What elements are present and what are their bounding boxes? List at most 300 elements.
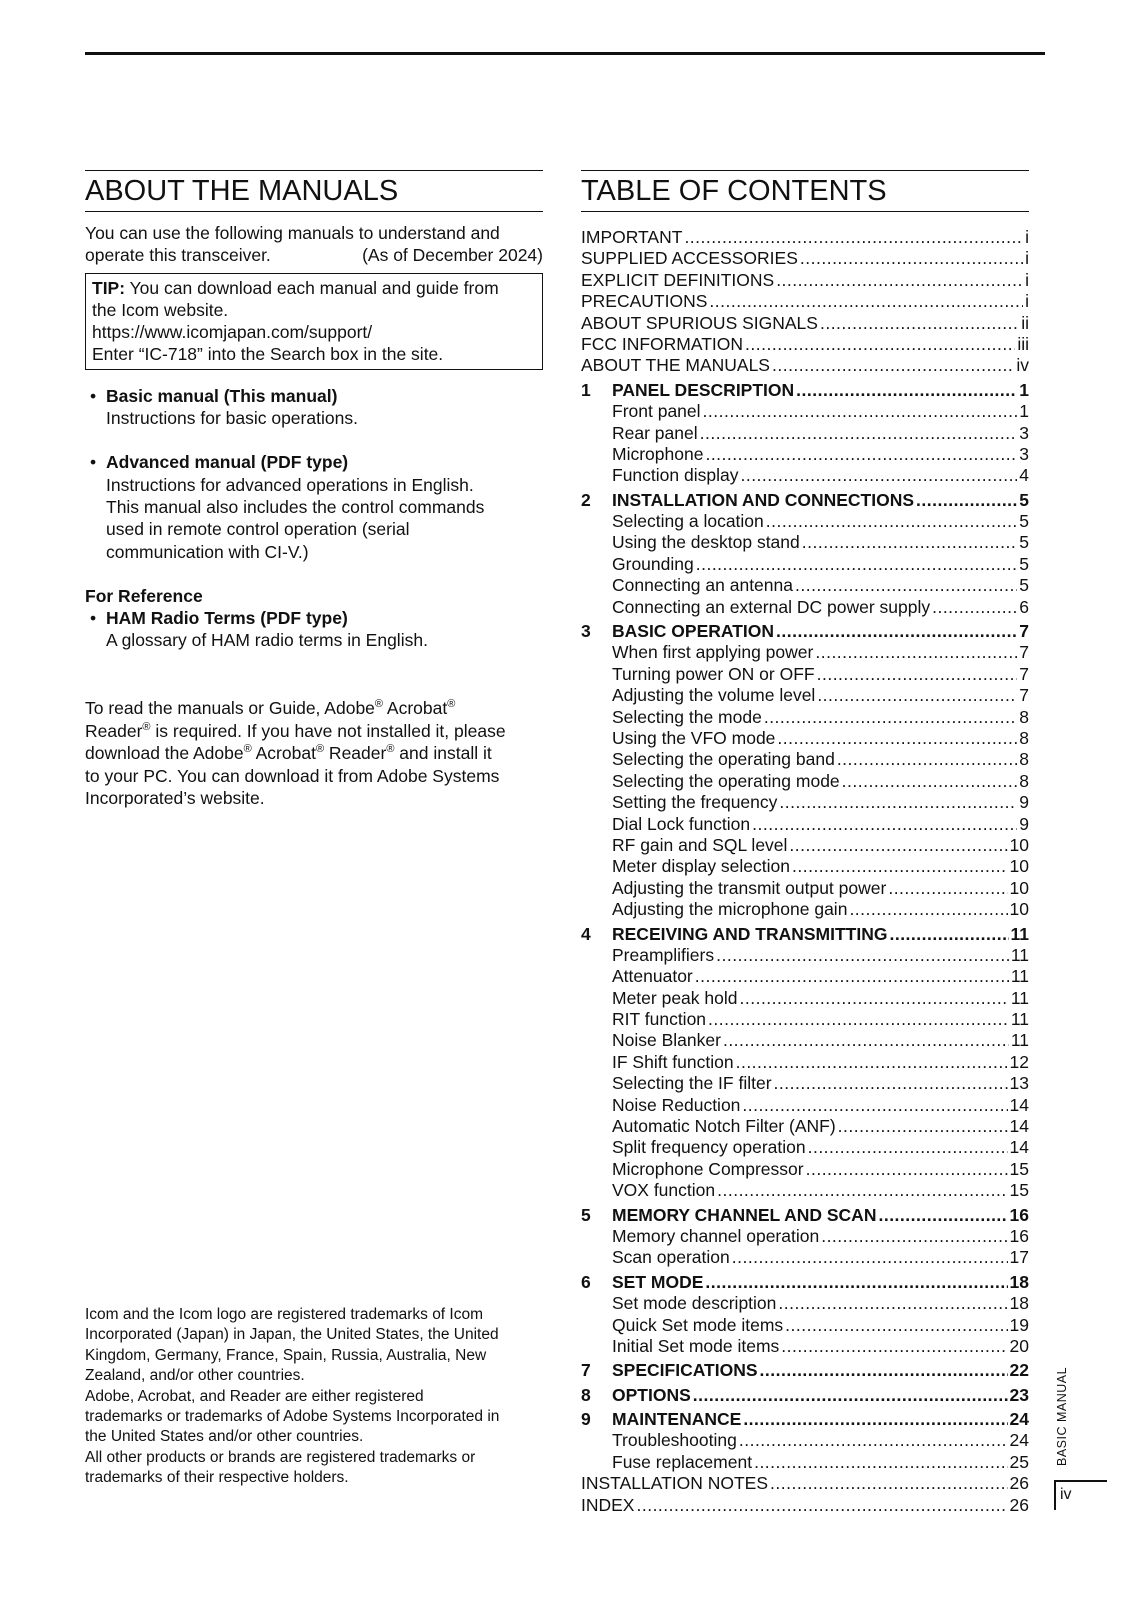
tip-text: You can download each manual and guide from [125,277,499,298]
toc-entry[interactable] [581,1116,1029,1137]
toc-page-number: 1 [1019,379,1029,400]
toc-entry-label: Meter peak hold [612,987,738,1008]
toc-entry-label: Connecting an external DC power supply [612,596,931,617]
toc-entry[interactable] [581,878,1029,899]
dot-leader [696,554,1018,575]
toc-entry[interactable] [581,664,1029,685]
dot-leader [717,1180,1007,1201]
toc-entry[interactable] [581,1336,1029,1357]
toc-entry[interactable] [581,554,1029,575]
toc-entry[interactable] [581,835,1029,856]
toc-page-number: 11 [1010,966,1029,987]
dot-leader [772,355,1014,376]
toc-entry[interactable] [581,1473,1029,1494]
toc-page-number: 14 [1009,1094,1029,1115]
toc-page-number: 7 [1019,685,1029,706]
toc-list [581,227,1029,1516]
toc-page-number: 8 [1019,749,1029,770]
dot-leader [878,1205,1007,1226]
toc-page-number: 11 [1010,1009,1029,1030]
toc-entry[interactable] [581,1315,1029,1336]
toc-chapter-number: 9 [581,1409,591,1430]
toc-page-number: iii [1017,333,1029,354]
bullet-icon: • [90,385,97,406]
side-tab-label: BASIC MANUAL [1055,1366,1069,1466]
dot-leader [916,490,1017,511]
reg-mark: ® [386,743,395,756]
toc-page-number: i [1025,269,1029,290]
toc-entry-label: Meter display selection [612,856,790,877]
toc-entry-label: RF gain and SQL level [612,834,788,855]
toc-page-number: i [1025,227,1029,247]
dot-leader [695,966,1009,987]
toc-entry[interactable] [581,814,1029,835]
toc-page-number: 20 [1009,1335,1029,1356]
toc-page-number: 18 [1009,1271,1029,1292]
dot-leader [740,988,1009,1009]
trademark-line: Kingdom, Germany, France, Spain, Russia, Australia, New [85,1346,487,1364]
dot-leader [932,597,1017,618]
toc-entry-label: INSTALLATION NOTES [581,1473,769,1494]
toc-entry-label: Automatic Notch Filter (ANF) [612,1116,836,1137]
acrobat-text: is required. If you have not installed it, please [150,720,506,741]
toc-page-number: 11 [1010,944,1029,965]
dot-leader [808,1137,1008,1158]
manual-title: HAM Radio Terms (PDF type) [106,608,348,629]
dot-leader [815,642,1017,663]
dot-leader [716,945,1009,966]
toc-entry-label: ABOUT SPURIOUS SIGNALS [581,312,818,333]
toc-entry[interactable] [581,1159,1029,1180]
toc-entry-label: INDEX [581,1494,635,1515]
toc-page-number: 18 [1009,1293,1029,1314]
toc-entry-label: Selecting the IF filter [612,1073,772,1094]
dot-leader [760,1360,1008,1381]
toc-entry-label: Connecting an antenna [612,575,793,596]
dot-leader [842,771,1018,792]
dot-leader [817,685,1017,706]
toc-entry[interactable] [581,1226,1029,1247]
toc-entry-label: Selecting the mode [612,706,762,727]
toc-entry-label: Fuse replacement [612,1451,753,1472]
toc-page-number: 22 [1009,1360,1029,1381]
toc-page-number: 9 [1019,813,1029,834]
toc-page-number: 14 [1009,1116,1029,1137]
toc-page-number: 10 [1009,856,1029,877]
dot-leader [795,575,1017,596]
toc-entry-label: Front panel [612,401,701,422]
trademark-line: Adobe, Acrobat, and Reader are either registered [85,1387,424,1405]
toc-entry-label: FCC INFORMATION [581,333,744,354]
toc-page-number: 9 [1019,792,1029,813]
toc-entry-label: IF Shift function [612,1051,734,1072]
toc-entry-label: Preamplifiers [612,944,715,965]
manual-desc: A glossary of HAM radio terms in English. [106,630,428,651]
toc-page-number: 24 [1009,1409,1029,1430]
manual-item-advanced [85,451,543,562]
trademark-line: trademarks or trademarks of Adobe Systems Incorporated in [85,1408,500,1426]
toc-entry[interactable] [581,988,1029,1009]
toc-entry-label: Set mode description [612,1293,777,1314]
dot-leader [754,1452,1007,1473]
dot-leader [703,401,1018,422]
manual-item-basic [85,385,543,430]
toc-chapter-number: 4 [581,923,591,944]
toc-page-number: 23 [1009,1384,1029,1405]
manual-desc: This manual also includes the control commands [106,496,485,517]
dot-leader [705,444,1017,465]
toc-page-number: 7 [1019,663,1029,684]
dot-leader [766,511,1017,532]
toc-entry[interactable] [581,248,1029,269]
acrobat-text: to your PC. You can download it from Adobe Systems [85,765,500,786]
intro-text: operate this transceiver. [85,245,271,266]
dot-leader [800,248,1023,269]
toc-page-number: 11 [1010,923,1029,944]
dot-leader [776,621,1017,642]
toc-entry-label: SUPPLIED ACCESSORIES [581,248,798,269]
manual-desc: used in remote control operation (serial [106,519,410,540]
toc-entry-label: RECEIVING AND TRANSMITTING [612,923,888,944]
toc-entry-label: Scan operation [612,1247,730,1268]
toc-page-number: 11 [1010,987,1029,1008]
tab-rule [1054,1480,1056,1510]
for-reference-heading: For Reference [85,585,203,606]
toc-entry[interactable] [581,1385,1029,1406]
dot-leader [745,334,1015,355]
toc-page-number: 5 [1019,489,1029,510]
toc-entry-label: Function display [612,465,739,486]
tip-box [85,273,543,370]
toc-page-number: 10 [1009,899,1029,920]
manual-item-ham-terms [85,607,543,652]
toc-entry-label: Adjusting the volume level [612,685,816,706]
toc-entry[interactable] [581,334,1029,355]
dot-leader [705,1272,1007,1293]
toc-entry-label: Selecting the operating mode [612,770,840,791]
manual-desc: Instructions for basic operations. [106,408,358,429]
bullet-icon: • [90,452,97,473]
reg-mark: ® [315,743,325,756]
toc-entry-label: Troubleshooting [612,1430,737,1451]
dot-leader [785,1315,1007,1336]
toc-page-number: 10 [1009,834,1029,855]
toc-entry-label: Turning power ON or OFF [612,663,815,684]
trademark-line: All other products or brands are registered trademarks or [85,1448,476,1466]
toc-page-number: 6 [1019,596,1029,617]
toc-entry[interactable] [581,380,1029,401]
toc-entry[interactable] [581,771,1029,792]
toc-entry-label: SPECIFICATIONS [612,1360,758,1381]
toc-entry-label: Initial Set mode items [612,1335,780,1356]
acrobat-text: Acrobat [383,698,448,718]
toc-chapter-number: 5 [581,1204,591,1225]
toc-entry-label: ABOUT THE MANUALS [581,355,770,376]
toc-page-number: 4 [1019,465,1029,486]
manual-desc: Instructions for advanced operations in English. [106,474,474,495]
toc-chapter-number: 3 [581,621,591,642]
toc-entry[interactable] [581,465,1029,486]
toc-page-number: i [1025,291,1029,312]
toc-entry[interactable] [581,313,1029,334]
toc-page-number: 26 [1009,1494,1029,1515]
toc-entry[interactable] [581,1430,1029,1451]
acrobat-text: Acrobat [251,743,316,764]
toc-entry-label: Noise Blanker [612,1030,721,1051]
manual-title: Basic manual (This manual) [106,385,338,406]
intro-line [85,244,543,266]
toc-entry[interactable] [581,899,1029,920]
toc-page-number: 13 [1009,1073,1029,1094]
trademark-line: trademarks of their respective holders. [85,1469,349,1487]
toc-page-number: 7 [1019,642,1029,663]
dot-leader [742,1095,1007,1116]
toc-page-number: 3 [1019,443,1029,464]
dot-leader [796,380,1017,401]
toc-chapter-number: 1 [581,379,591,400]
toc-page-number: 16 [1009,1225,1029,1246]
toc-entry-label: Microphone Compressor [612,1158,804,1179]
dot-leader [776,270,1023,291]
dot-leader [752,814,1017,835]
dot-leader [764,707,1017,728]
dot-leader [777,728,1017,749]
toc-entry-label: IMPORTANT [581,227,683,247]
side-tab [1055,1356,1077,1466]
dot-leader [693,1385,1008,1406]
toc-entry-label: MAINTENANCE [612,1409,742,1430]
toc-entry[interactable] [581,227,1029,248]
acrobat-text: download the Adobe [85,743,244,764]
toc-entry[interactable] [581,924,1029,945]
toc-entry-label: OPTIONS [612,1384,691,1405]
toc-entry-label: Selecting the operating band [612,749,835,770]
about-manuals-title: ABOUT THE MANUALS [85,170,543,212]
toc-entry[interactable] [581,728,1029,749]
toc-page-number: 5 [1019,511,1029,532]
dot-leader [743,1409,1007,1430]
toc-entry-label: Adjusting the transmit output power [612,877,887,898]
top-rule [85,52,1045,55]
dot-leader [837,749,1017,770]
dot-leader [684,227,1023,248]
toc-entry[interactable] [581,1095,1029,1116]
toc-entry[interactable] [581,1009,1029,1030]
dot-leader [789,835,1007,856]
acrobat-text: Reader [324,743,387,764]
dot-leader [888,878,1007,899]
toc-entry[interactable] [581,749,1029,770]
toc-entry-label: MEMORY CHANNEL AND SCAN [612,1204,877,1225]
toc-entry-label: Noise Reduction [612,1094,741,1115]
reg-mark: ® [142,720,151,733]
toc-entry-label: Split frequency operation [612,1137,806,1158]
toc-page-number: 12 [1009,1051,1029,1072]
toc-entry[interactable] [581,856,1029,877]
toc-entry-label: SET MODE [612,1271,704,1292]
acrobat-note [85,697,543,810]
icom-support-link[interactable]: https://www.icomjapan.com/support/ [92,322,373,343]
toc-entry[interactable] [581,1409,1029,1430]
dot-leader [889,924,1008,945]
toc-page-number: 7 [1019,621,1029,642]
toc-entry-label: INSTALLATION AND CONNECTIONS [612,489,915,510]
toc-entry[interactable] [581,1495,1029,1516]
dot-leader [774,1073,1008,1094]
tab-rule [1055,1480,1107,1482]
dot-leader [709,291,1023,312]
dot-leader [838,1116,1008,1137]
toc-entry[interactable] [581,1073,1029,1094]
as-of-date: (As of December 2024) [362,245,543,266]
dot-leader [708,1009,1009,1030]
toc-entry-label: Grounding [612,553,694,574]
dot-leader [739,1430,1008,1451]
manual-title: Advanced manual (PDF type) [106,452,349,473]
tip-text: Enter “IC-718” into the Search box in the site. [92,344,444,365]
toc-entry[interactable] [581,511,1029,532]
dot-leader [636,1495,1007,1516]
toc-entry-label: When first applying power [612,642,814,663]
toc-page-number: 15 [1009,1180,1029,1201]
toc-entry[interactable] [581,575,1029,596]
dot-leader [820,313,1019,334]
toc-entry[interactable] [581,444,1029,465]
trademark-line: Icom and the Icom logo are registered trademarks of Icom [85,1306,484,1323]
toc-entry-label: Microphone [612,443,704,464]
dot-leader [700,423,1018,444]
toc-entry[interactable] [581,1030,1029,1051]
dot-leader [802,532,1018,553]
toc-entry[interactable] [581,490,1029,511]
toc-entry-label: Dial Lock function [612,813,751,834]
toc-entry-label: BASIC OPERATION [612,621,775,642]
trademark-line: Zealand, and/or other countries. [85,1367,305,1385]
manual-desc: communication with CI-V.) [106,541,309,562]
toc-page-number: 1 [1019,401,1029,422]
toc-entry[interactable] [581,966,1029,987]
toc-entry-label: Using the VFO mode [612,727,776,748]
toc-section [581,170,1029,1516]
toc-entry[interactable] [581,642,1029,663]
intro-line: You can use the following manuals to understand and [85,223,500,243]
acrobat-text: To read the manuals or Guide, Adobe [85,698,375,718]
toc-page-number: 14 [1009,1137,1029,1158]
dot-leader [849,899,1007,920]
dot-leader [723,1030,1009,1051]
page-number: iv [1060,1486,1072,1503]
toc-entry[interactable] [581,423,1029,444]
toc-page-number: 26 [1009,1473,1029,1494]
toc-page-number: 8 [1019,770,1029,791]
toc-entry[interactable] [581,1293,1029,1314]
dot-leader [821,1226,1007,1247]
toc-entry[interactable] [581,1452,1029,1473]
toc-entry[interactable] [581,792,1029,813]
toc-entry[interactable] [581,401,1029,422]
toc-entry-label: Selecting a location [612,511,764,532]
toc-entry[interactable] [581,1205,1029,1226]
toc-entry[interactable] [581,1052,1029,1073]
toc-chapter-number: 8 [581,1384,591,1405]
toc-entry-label: Using the desktop stand [612,532,800,553]
toc-page-number: 24 [1009,1430,1029,1451]
toc-page-number: iv [1016,355,1029,376]
dot-leader [817,664,1018,685]
toc-page-number: 15 [1009,1158,1029,1179]
toc-entry[interactable] [581,1360,1029,1381]
toc-entry[interactable] [581,1137,1029,1158]
toc-chapter-number: 7 [581,1360,591,1381]
toc-entry-label: EXPLICIT DEFINITIONS [581,269,775,290]
trademarks-note [85,1305,543,1489]
toc-entry-label: RIT function [612,1009,707,1030]
intro-paragraph [85,222,543,267]
toc-entry-label: Quick Set mode items [612,1314,784,1335]
toc-entry-label: PRECAUTIONS [581,291,708,312]
dot-leader [792,856,1008,877]
toc-entry-label: Memory channel operation [612,1225,820,1246]
toc-page-number: 10 [1009,877,1029,898]
toc-entry[interactable] [581,270,1029,291]
toc-entry[interactable] [581,945,1029,966]
about-manuals-section [85,170,543,1487]
trademark-line: Incorporated (Japan) in Japan, the United States, the United [85,1326,499,1344]
toc-page-number: i [1025,248,1029,269]
tip-text: the Icom website. [92,299,229,320]
toc-entry[interactable] [581,1272,1029,1293]
toc-page-number: 25 [1009,1451,1029,1472]
toc-entry-label: Rear panel [612,422,698,443]
acrobat-text: Reader [85,720,143,741]
acrobat-text: and install it [394,743,492,764]
toc-entry[interactable] [581,291,1029,312]
dot-leader [732,1247,1008,1268]
toc-entry[interactable] [581,707,1029,728]
toc-entry-label: Adjusting the microphone gain [612,899,848,920]
toc-entry[interactable] [581,532,1029,553]
dot-leader [779,792,1017,813]
toc-chapter-number: 2 [581,489,591,510]
toc-title: TABLE OF CONTENTS [581,170,1029,212]
toc-entry-label: Attenuator [612,966,693,987]
reg-mark: ® [374,698,384,711]
dot-leader [806,1159,1008,1180]
toc-entry[interactable] [581,685,1029,706]
dot-leader [781,1336,1007,1357]
toc-entry[interactable] [581,1247,1029,1268]
toc-page-number: 16 [1009,1204,1029,1225]
toc-page-number: 11 [1010,1030,1029,1051]
acrobat-text: Incorporated’s website. [85,788,265,809]
dot-leader [778,1293,1007,1314]
tip-label: TIP: [92,277,126,298]
toc-page-number: 5 [1019,575,1029,596]
dot-leader [736,1052,1008,1073]
toc-page-number: ii [1021,312,1029,333]
bullet-icon: • [90,608,97,629]
toc-page-number: 8 [1019,706,1029,727]
toc-entry[interactable] [581,355,1029,376]
toc-page-number: 5 [1019,553,1029,574]
reg-mark: ® [447,698,456,711]
trademark-line: the United States and/or other countries. [85,1428,364,1446]
toc-page-number: 8 [1019,727,1029,748]
toc-entry[interactable] [581,1180,1029,1201]
toc-entry[interactable] [581,597,1029,618]
toc-entry[interactable] [581,621,1029,642]
dot-leader [740,465,1017,486]
